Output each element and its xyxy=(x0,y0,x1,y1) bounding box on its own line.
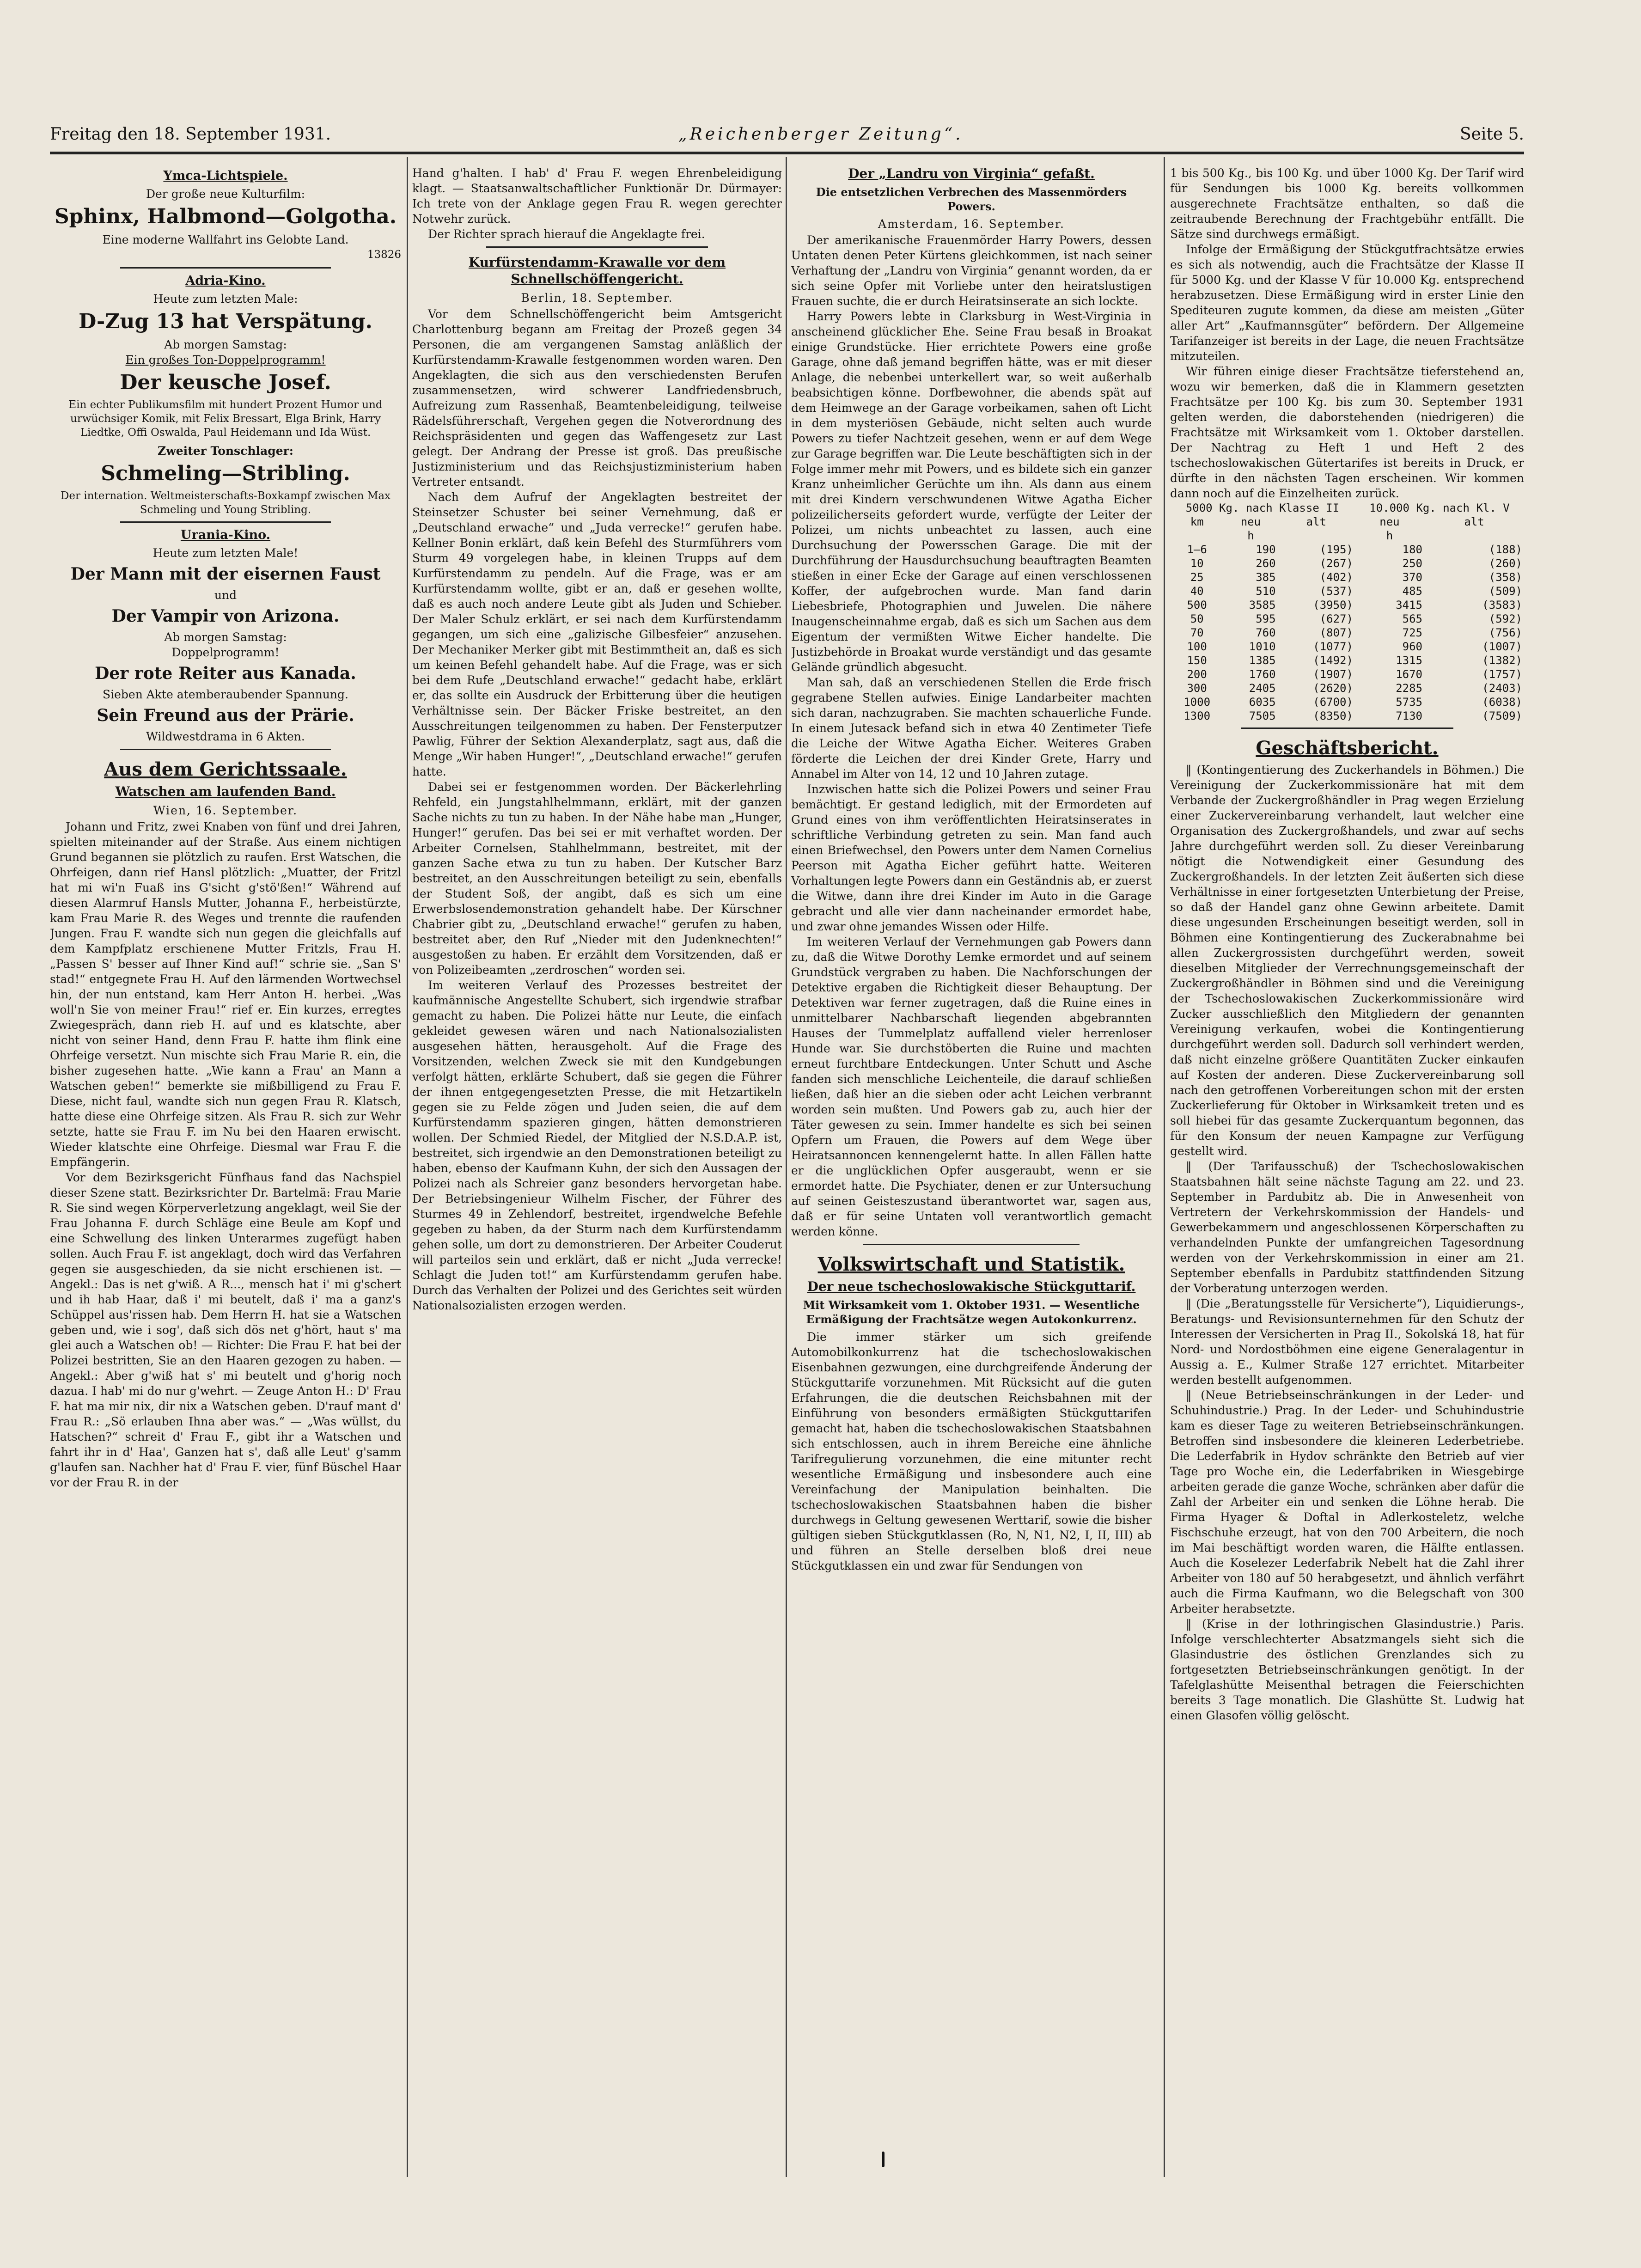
tariff-cell: 595 xyxy=(1256,612,1276,625)
tariff-cell: (2620) xyxy=(1313,682,1353,695)
tariff-cell: 500 xyxy=(1187,599,1207,611)
film-title: Der Mann mit der eisernen Faust xyxy=(70,564,381,584)
article-paragraph: Hand g'halten. I hab' d' Frau F. wegen Ehrenbeleidigung klagt. — Staatsanwaltschaftlicher Funktionär Dr. Dürmayer: Ich trete von der Anklage gegen Frau R. wegen gerechter Notwehr zurück. xyxy=(412,166,782,226)
tariff-row xyxy=(1170,667,1524,681)
tariff-cell: (756) xyxy=(1488,626,1522,639)
tariff-cell: (8350) xyxy=(1313,709,1353,722)
cinema-title: Urania-Kino. xyxy=(180,528,271,542)
tariff-header-cell: km xyxy=(1190,515,1204,528)
tariff-cell: 370 xyxy=(1402,571,1422,584)
tariff-cell: 960 xyxy=(1402,640,1422,653)
tariff-cell: 485 xyxy=(1402,585,1422,598)
tariff-cell: 300 xyxy=(1187,682,1207,695)
tariff-cell: 725 xyxy=(1402,626,1422,639)
tariff-cell: 760 xyxy=(1256,626,1276,639)
tariff-cell: 385 xyxy=(1256,571,1276,584)
cinema-line: und xyxy=(214,588,237,602)
tariff-row xyxy=(1170,695,1524,709)
tariff-cell: (402) xyxy=(1319,571,1353,584)
film-description: Der internation. Weltmeisterschafts-Boxkampf zwischen Max Schmeling und Young Stribling. xyxy=(60,490,391,516)
article-dateline: Wien, 16. September. xyxy=(153,804,298,817)
tariff-row xyxy=(1170,556,1524,570)
article-subheadline: Die entsetzlichen Verbrechen des Massenmörders Powers. xyxy=(816,185,1127,213)
article-paragraph: ‖ (Die „Beratungsstelle für Versicherte“), Liquidierungs-, Beratungs- und Revisionsunternehmen für den Schutz der Interessen der Versicherten in Prag II., Sokolská 18, hat für Nord- und Nordostböhmen eine eigene Generalagentur in Aussig a. E., Kulmer Straße 127 errichtet. Mitarbeiter werden bestellt aufgenommen. xyxy=(1170,1297,1524,1387)
column-divider xyxy=(407,157,408,2177)
tariff-cell: (1007) xyxy=(1482,640,1522,653)
page-header xyxy=(50,119,1524,154)
tariff-cell: (267) xyxy=(1319,557,1353,570)
tariff-cell: 180 xyxy=(1402,543,1422,556)
article-headline: Watschen am laufenden Band. xyxy=(115,784,336,799)
tariff-cell: (2403) xyxy=(1482,682,1522,695)
film-title: Der Vampir von Arizona. xyxy=(111,606,340,626)
tariff-cell: (592) xyxy=(1488,612,1522,625)
tariff-cell: 565 xyxy=(1402,612,1422,625)
tariff-cell: 1—6 xyxy=(1187,543,1207,556)
article-paragraph: Nach dem Aufruf der Angeklagten bestreitet der Steinsetzer Schuster bei seiner Vernehmung, daß er „Deutschland erwache“ und „Juda verrecke!“ gerufen habe. Kellner Bonin erklärt, daß kein Befehl des Sturmführers vom Sturm 49 vorgelegen habe, in kleinen Trupps auf dem Kurfürstendamm zu pendeln. Auf die Frage, was er am Kurfürstendamm wollte, gibt er an, daß er gesehen wollte, daß es auch noch andere Leute gibt als Juden und Schieber. Der Maler Schulz erklärt, er sei nach dem Kurfürstendamm gegangen, um sich eine „galizische Gilbesfeier“ anzusehen. Der Mechaniker Merker gibt mit Bestimmtheit an, daß es sich um keinen Befehl gehandelt habe. Auf die Frage, was er sich bei dem Rufe „Deutschland erwache!“ gedacht habe, erklärt er, das sollte ein Ausdruck der Erbitterung über die heutigen Verhältnisse sein. Der Bäcker Friske bestreitet, an den Ausschreitungen teilgenommen zu haben. Der Fensterputzer Pawlig, Führer der Sektion Alexanderplatz, sagt aus, daß die Menge „Wir haben Hunger!“, „Deutschland erwache!“ gerufen hatte. xyxy=(412,490,782,778)
film-title: Der rote Reiter aus Kanada. xyxy=(95,664,356,683)
cinema-line: Ab morgen Samstag: xyxy=(164,338,287,351)
tariff-header-cell: 10.000 Kg. nach Kl. V xyxy=(1369,501,1510,514)
film-description: Sieben Akte atemberaubender Spannung. xyxy=(103,688,348,701)
tariff-cell: (509) xyxy=(1488,585,1522,598)
tariff-cell: 7130 xyxy=(1396,709,1422,722)
tariff-header-cell xyxy=(1278,529,1355,543)
article-paragraph: Vor dem Bezirksgericht Fünfhaus fand das Nachspiel dieser Szene statt. Bezirksrichter Dr. Bartelmä: Frau Marie R. Sie sind wegen Körperverletzung angeklagt, weil Sie der Frau Johanna F. durch Schläge eine Beule am Kopf und eine Schwellung des linken Unterarmes zugefügt haben sollen. Auch Frau F. ist angeklagt, doch wird das Verfahren gegen sie ausgeschieden, da sie nicht erschienen ist. — Angekl.: Das is net g'wiß. A R..., mensch hat i' mi g'schert und ih hab Haar, daß i' mi beutelt, daß i' ma a ganz's Schüppel aus'rissen hab. Dem Herrn H. hat sie a Watschen geben und, wie i sog', daß sich dös net g'hört, haut s' ma glei auch a Watschen ob! — Richter: Die Frau F. hat bei der Polizei bestritten, Sie an den Haaren gezogen zu haben. — Angekl.: Aber g'wiß hat s' mi beutelt und g'horig noch dazua. I hab' mi do nur g'wehrt. — Zeuge Anton H.: D' Frau F. hat ma mir nix, dir nix a Watschen geben. D'rauf mant d' Frau R.: „Sö erlauben Ihna aber was.“ — „Was wüllst, du Hatschen?“ schreit d' Frau F., gibt ihr a Watschen und fahrt ihr in d' Haa', Ganzen hat s', daß alle Leut' g'samm g'laufen san. Nachher hat d' Frau F. vier, fünf Büschel Haar vor der Frau R. in der xyxy=(50,1171,401,1489)
tariff-row xyxy=(1170,626,1524,640)
tariff-cell: (188) xyxy=(1488,543,1522,556)
tariff-header-cell: neu xyxy=(1379,515,1400,528)
cinema-line: Zweiter Tonschlager: xyxy=(157,444,294,458)
tariff-cell: 3585 xyxy=(1249,599,1276,611)
divider xyxy=(120,267,331,269)
tariff-header-row xyxy=(1170,515,1524,529)
tariff-cell: 25 xyxy=(1190,571,1204,584)
tariff-cell: (1907) xyxy=(1313,668,1353,681)
tariff-cell: (195) xyxy=(1319,543,1353,556)
tariff-cell: (6700) xyxy=(1313,696,1353,709)
tariff-cell: (627) xyxy=(1319,612,1353,625)
tariff-row xyxy=(1170,543,1524,556)
tariff-header-cell: neu xyxy=(1240,515,1261,528)
film-title: Sphinx, Halbmond—Golgotha. xyxy=(54,205,397,228)
column-1 xyxy=(50,165,401,2171)
tariff-header-cell: alt xyxy=(1306,515,1326,528)
article-paragraph: Harry Powers lebte in Clarksburg in West-Virginia in anscheinend glücklicher Ehe. Seine Frau besaß in Broakat einige Grundstücke. Hier errichtete Powers eine große Garage, ohne daß jemand begriffen hätte, was er mit dieser Anlage, die nebenbei unterkellert war, so weit außerhalb beabsichtigen könne. Dorfbewohner, die abends spät auf dem Heimwege an der Garage vorbeikamen, sahen oft Licht in dem mysteriösen Gebäude, nicht selten auch wurde Powers zu tiefer Nachtzeit gesehen, wenn er auf dem Wege zur Garage begriffen war. Die Leute beschäftigten sich in der Folge immer mehr mit Powers, und es bildete sich ein ganzer Kranz unheimlicher Gerüchte um ihn. Als dann aus einem mit drei Kindern verschwundenen Witwe Agatha Eicher polizeilicherseits gefordert wurde, verfügte der Leiter der Polizei, um nichts unbeachtet zu lassen, auch eine Durchsuchung der Powersschen Garage. Die mit der Durchführung der Hausdurchsuchung beauftragten Beamten stießen in einer Ecke der Garage auf einen verschlossenen Koffer, der aufgebrochen wurde. Man fand darin Liebesbriefe, Photographien und Juwelen. Die nähere Inaugenscheinnahme ergab, daß es sich um Sachen aus dem Eigentum der vermißten Witwe Eicher handelte. Die Justizbehörde in Broakat wurde verständigt und das gesamte Gelände gründlich abgesucht. xyxy=(791,310,1152,674)
tariff-cell: (7509) xyxy=(1482,709,1522,722)
column-3 xyxy=(791,165,1152,2171)
article-subheadline: Mit Wirksamkeit vom 1. Oktober 1931. — Wesentliche Ermäßigung der Frachtsätze wegen Autokonkurrenz. xyxy=(803,1298,1140,1326)
section-heading: Geschäftsbericht. xyxy=(1256,737,1439,759)
tariff-cell: 10 xyxy=(1190,557,1204,570)
tariff-cell: (1492) xyxy=(1313,654,1353,667)
tariff-cell: 250 xyxy=(1402,557,1422,570)
cinema-line: Ein großes Ton-Doppelprogramm! xyxy=(125,353,326,367)
tariff-cell: 1300 xyxy=(1183,709,1211,722)
article-headline: Kurfürstendamm-Krawalle vor dem Schnellschöffengericht. xyxy=(468,255,726,287)
cinema-title: Adria-Kino. xyxy=(185,274,266,288)
article-paragraph: Infolge der Ermäßigung der Stückgutfrachtsätze erwies es sich als notwendig, auch die Frachtsätze der Klasse II für 5000 Kg. und der Klasse V für 10.000 Kg. entsprechend herabzusetzen. Diese Ermäßigung wird in erster Linie den Spediteuren zugute kommen, da diese am meisten „Güter aller Art“ „Kaufmannsgüter“ befördern. Der Allgemeine Tarifanzeiger ist bereits in der Lage, die neuen Frachtsätze mitzuteilen. xyxy=(1170,243,1524,363)
film-title: Sein Freund aus der Prärie. xyxy=(97,706,354,725)
tariff-header-cell: alt xyxy=(1464,515,1484,528)
article-headline: Der neue tschechoslowakische Stückguttarif. xyxy=(807,1279,1136,1294)
tariff-cell: 70 xyxy=(1190,626,1204,639)
tariff-row xyxy=(1170,612,1524,626)
article-paragraph: ‖ (Kontingentierung des Zuckerhandels in Böhmen.) Die Vereinigung der Zuckerkommissionäre hat mit dem Verbande der Zuckergroßhändler in Prag wegen Erzielung einer Zuckervereinbarung verhandelt, laut welcher eine Organisation des Zuckergroßhandels, und zwar auf sechs Jahre durchgeführt werden soll. Zu dieser Vereinbarung nötigt die Notwendigkeit einer Gesundung des Zuckergroßhandels. In der letzten Zeit äußerten sich diese Verhältnisse in einer fortgesetzten Unterbietung der Preise, so daß der Handel ganz ohne Gewinn arbeitete. Damit diese ungesunden Erscheinungen beseitigt werden, soll in Böhmen eine Kontingentierung des Zuckerabnahme bei allen Zuckergrossisten durchgeführt werden, soweit dieselben Mitglieder der Verrechnungsgemeinschaft der Zuckergroßhändler in Böhmen sind und die Vereinigung der Tschechoslowakischen Zuckerkommissionäre wird Zucker ausschließlich den Mitgliedern der genannten Vereinigung verkaufen, wobei die Kontingentierung durchgeführt werden soll. Dadurch soll verhindert werden, daß nicht einzelne größere Quantitäten Zucker einkaufen auf Kosten der anderen. Diese Zuckervereinbarung soll nach den getroffenen Vorbereitungen schon mit der ersten Zuckerlieferung für Oktober in Wirksamkeit treten und es soll hiebei für das gesamte Zuckerquantum begonnen, das für den Konsum der neuen Kampagne zur Verfügung gestellt wird. xyxy=(1170,763,1524,1158)
article-paragraph: 1 bis 500 Kg., bis 100 Kg. und über 1000 Kg. Der Tarif wird für Sendungen bis 1000 Kg. bereits vollkommen ausgerechnete Frachtsätze enthalten, so daß die zeitraubende Berechnung der Frachtgebühr entfällt. Die Sätze sind durchwegs ermäßigt. xyxy=(1170,166,1524,241)
article-headline: Der „Landru von Virginia“ gefaßt. xyxy=(848,166,1095,181)
film-description: Ein echter Publikumsfilm mit hundert Prozent Humor und urwüchsiger Komik, mit Felix Bressart, Elga Brink, Harry Liedtke, Offi Oswalda, Paul Heidemann und Ida Wüst. xyxy=(68,399,383,439)
cinema-line: Ab morgen Samstag: xyxy=(164,630,287,644)
tariff-cell: 1760 xyxy=(1249,668,1276,681)
article-paragraph: Die immer stärker um sich greifende Automobilkonkurrenz hat die tschechoslowakischen Eisenbahnen gezwungen, eine durchgreifende Änderung der Stückguttarife vorzunehmen. Mit Rücksicht auf die guten Erfahrungen, die die deutschen Reichsbahnen mit der Einführung von besonders ermäßigten Stückguttarifen gemacht hat, haben die tschechoslowakischen Staatsbahnen sich entschlossen, auch in ihrem Bereiche eine ähnliche Tarifregulierung vorzunehmen, die eine mitunter recht wesentliche Ermäßigung und insbesondere auch eine Vereinfachung der Manipulation beinhalten. Die tschechoslowakischen Staatsbahnen haben die bisher durchwegs in Geltung gewesenen Werttarif, sowie die bisher gültigen sieben Stückgutklassen (Ro, N, N1, N2, I, II, III) ab und führen an Stelle derselben bloß drei neue Stückgutklassen ein und zwar für Sendungen von xyxy=(791,1330,1152,1572)
article-paragraph: Im weiteren Verlauf der Vernehmungen gab Powers dann zu, daß die Witwe Dorothy Lemke ermordet und auf seinem Grundstück vergraben zu haben. Die Nachforschungen der Detektive ergaben die Richtigkeit dieser Behauptung. Der Detektiven war ferner zugetragen, daß die Ruine eines in unmittelbarer Nachbarschaft liegenden abgebrannten Hauses der Tummelplatz auffallend vieler herrenloser Hunde war. Sie durchstöberten die Ruine und machten erneut furchtbare Entdeckungen. Unter Schutt und Asche fanden sich menschliche Leichenteile, die darauf schließen ließen, daß hier an die sieben oder acht Leichen verbrannt worden sein mußten. Und Powers gab zu, auch hier der Täter gewesen zu sein. Immer handelte es sich bei seinen Opfern um Frauen, die Powers auf dem Wege über Heiratsannoncen kennengelernt hatte. In allen Fällen hatte er die unglücklichen Opfer ausgeraubt, wenn er sie ermordet hatte. Die Psychiater, denen er zur Untersuchung auf seinen Geisteszustand überantwortet war, sagen aus, daß er für seine Untaten voll verantwortlich gemacht werden könne. xyxy=(791,935,1152,1238)
cinema-line: Doppelprogramm! xyxy=(171,646,280,659)
tariff-cell: 1010 xyxy=(1249,640,1276,653)
tariff-header-cell: h xyxy=(1386,529,1393,542)
article-paragraph: Wir führen einige dieser Frachtsätze tieferstehend an, wozu wir bemerken, daß die in Klammern gesetzten Frachtsätze per 100 Kg. bis zum 30. September 1931 gelten werden, die daborstehenden (niedrigeren) die Frachtsätze mit Wirksamkeit vom 1. Oktober darstellen. Der Nachtrag zu Heft 1 und Heft 2 des tschechoslowakischen Gütertarifes ist bereits in Druck, er dürfte in den nächsten Tagen erscheinen. Wir kommen dann noch auf die Einzelheiten zurück. xyxy=(1170,365,1524,500)
tariff-cell: 200 xyxy=(1187,668,1207,681)
tariff-cell: 6035 xyxy=(1249,696,1276,709)
column-4 xyxy=(1170,165,1524,2171)
cinema-line: Heute zum letzten Male: xyxy=(153,292,298,306)
tariff-cell: (1382) xyxy=(1482,654,1522,667)
tariff-cell: 2405 xyxy=(1249,682,1276,695)
tariff-cell: 1315 xyxy=(1396,654,1422,667)
tariff-cell: 50 xyxy=(1190,612,1204,625)
article-dateline: Amsterdam, 16. September. xyxy=(878,217,1065,231)
tariff-header-cell xyxy=(1170,529,1224,543)
cinema-line: Heute zum letzten Male! xyxy=(153,546,299,560)
tariff-cell: (260) xyxy=(1488,557,1522,570)
tariff-cell: 150 xyxy=(1187,654,1207,667)
tariff-cell: 3415 xyxy=(1396,599,1422,611)
tariff-cell: 1000 xyxy=(1183,696,1211,709)
divider xyxy=(1241,727,1453,729)
tariff-cell: 260 xyxy=(1256,557,1276,570)
section-heading: Aus dem Gerichtssaale. xyxy=(104,758,347,780)
article-dateline: Berlin, 18. September. xyxy=(521,291,673,305)
article-paragraph: ‖ (Krise in der lothringischen Glasindustrie.) Paris. Infolge verschlechterter Absatzmangels sieht sich die Glasindustrie des östlichen Grenzlandes sich zu fortgesetzten Betriebseinschränkungen genötigt. In der Tafelglashütte Meisenthal betragen die Feierschichten bereits 3 Tage monatlich. Die Glashütte St. Ludwig hat einen Glasofen völlig gelöscht. xyxy=(1170,1617,1524,1722)
tariff-cell: 510 xyxy=(1256,585,1276,598)
tariff-table xyxy=(1170,501,1524,723)
divider xyxy=(120,749,331,750)
section-heading: Volkswirtschaft und Statistik. xyxy=(817,1253,1125,1275)
article-paragraph: Vor dem Schnellschöffengericht beim Amtsgericht Charlottenburg begann am Freitag der Prozeß gegen 34 Personen, die am vergangenen Samstag anläßlich der Kurfürstendamm-Krawalle festgenommen worden waren. Den Angeklagten, die sich aus den verschiedensten Berufen zusammensetzen, wird schwerer Landfriedensbruch, Aufreizung zum Rassenhaß, Beamtenbeleidigung, teilweise Rädelsführerschaft, Vergehen gegen die Notverordnung des Reichspräsidenten und gegen das Waffengesetz zur Last gelegt. Der Andrang der Presse ist groß. Das preußische Justizministerium und das Reichsjustizministerium haben Vertreter entsandt. xyxy=(412,307,782,489)
tariff-row xyxy=(1170,584,1524,598)
tariff-row xyxy=(1170,570,1524,584)
divider xyxy=(486,246,708,248)
article-paragraph: Der amerikanische Frauenmörder Harry Powers, dessen Untaten denen Peter Kürtens gleichkommen, ist nach seiner Verhaftung der „Landru von Virginia“ genannt worden, da er sich seine Opfer mit Vorliebe unter den heiratslustigen Frauen suchte, die er durch Heiratsinserate an sich lockte. xyxy=(791,233,1152,308)
tariff-cell: 2285 xyxy=(1396,682,1422,695)
film-title: Schmeling—Stribling. xyxy=(101,462,350,485)
tariff-cell: 190 xyxy=(1256,543,1276,556)
tariff-cell: 7505 xyxy=(1249,709,1276,722)
tariff-row xyxy=(1170,709,1524,723)
article-paragraph: Inzwischen hatte sich die Polizei Powers und seiner Frau bemächtigt. Er gestand lediglich, mit der Ermordeten auf Grund eines von ihm veröffentlichten Heiratsinserates in schriftliche Verbindung getreten zu sein. Man fand auch einen Briefwechsel, den Powers unter dem Namen Cornelius Peerson mit Agatha Eicher geführt hatte. Weiteren Vorhaltungen legte Powers dann ein Geständnis ab, er zuerst die Witwe, dann ihre drei Kinder im Auto in die Garage gebracht und alle vier dann nacheinander ermordet habe, und zwar ohne jemandes Wissen oder Hilfe. xyxy=(791,782,1152,933)
divider xyxy=(120,521,331,523)
tariff-row xyxy=(1170,654,1524,667)
film-title: Der keusche Josef. xyxy=(120,371,331,394)
column-divider xyxy=(1164,157,1165,2177)
print-mark xyxy=(882,2152,885,2167)
article-paragraph: Im weiteren Verlauf des Prozesses bestreitet der kaufmännische Angestellte Schubert, sich irgendwie strafbar gemacht zu haben. Die Polizei hätte nur Leute, die einfach gekleidet gewesen wären und nach Nationalsozialisten ausgesehen hätten, herausgeholt. Auf die Frage des Vorsitzenden, welchen Zweck sie mit den Kundgebungen verfolgt hätten, erklärte Schubert, daß sie gegen die Führer der ihnen entgegengesetzten Presse, die mit Hetzartikeln gegen sie zu Felde zögen und Juden seien, die auf dem Kurfürstendamm spazieren gingen, hätten demonstrieren wollen. Der Schmied Riedel, der Mitglied der N.S.D.A.P. ist, bestreitet, sich irgendwie an den Demonstrationen beteiligt zu haben, ebenso der Kaufmann Kuhn, der sich den Aussagen der Polizei nach als Schreier ganz besonders hervorgetan habe. Der Betriebsingenieur Wilhelm Fischer, der Führer des Sturmes 49 in Zehlendorf, bestreitet, irgendwelche Befehle gegeben zu haben, da der Sturm nach dem Kurfürstendamm gehen solle, um dort zu demonstrieren. Der Arbeiter Couderut will parteilos sein und erklärt, daß er nicht „Juda verrecke! Schlagt die Juden tot!“ am Kurfürstendamm gerufen habe. Durch das Verhalten der Polizei und des Gerichtes seit würden Nationalsozialisten erzogen werden. xyxy=(412,978,782,1312)
article-paragraph: Dabei sei er festgenommen worden. Der Bäckerlehrling Rehfeld, ein Jungstahlhelmmann, erklärt, mit der ganzen Sache nichts zu tun zu haben. In der Nähe habe man „Hunger, Hunger!“ gerufen. Das bei sei er mit verhaftet worden. Der Arbeiter Cornelsen, Stahlhelmmann, bestreitet, mit der ganzen Sache etwa zu tun zu haben. Der Kutscher Barz bestreitet, an den Ausschreitungen beteiligt zu sein, ebenfalls der Student Soß, der angibt, daß es sich um eine Erwerbslosendemonstration gehandelt habe. Der Kürschner Chabrier gibt zu, „Deutschland erwache!“ gerufen zu haben, bestreitet aber, den Ruf „Nieder mit den Judenknechten!“ ausgestoßen zu haben. Er erzählt dem Vorsitzenden, daß er von Polizeibeamten „zerdroschen“ worden sei. xyxy=(412,780,782,977)
article-paragraph: Der Richter sprach hierauf die Angeklagte frei. xyxy=(428,227,705,241)
column-2 xyxy=(412,165,782,2171)
tariff-cell: (1757) xyxy=(1482,668,1522,681)
article-paragraph: ‖ (Der Tarifausschuß) der Tschechoslowakischen Staatsbahnen hält seine nächste Tagung am 22. und 23. September in Pardubitz ab. Die in Anwesenheit von Vertretern der Verkehrskommission der Handels- und Gewerbekammern und angeschlossenen Körperschaften zu verhandelnden Punkte der umfangreichen Tagesordnung werden von der Verkehrskommission in einer am 21. September ebenfalls in Pardubitz stattfindenden Sitzung der Vorberatung unterzogen werden. xyxy=(1170,1160,1524,1295)
article-paragraph: ‖ (Neue Betriebseinschränkungen in der Leder- und Schuhindustrie.) Prag. In der Leder- und Schuhindustrie kam es dieser Tage zu weiteren Betriebseinschränkungen. Betroffen sind insbesondere die kleineren Lederbetriebe. Die Lederfabrik in Hydov schränkte den Betrieb auf vier Tage pro Woche ein, die Lederfabriken in Wiesgebirge arbeiten gerade die ganze Woche, schränken aber dafür die Zahl der Arbeiter ein und senken die Löhne herab. Die Firma Hyager & Doftal in Adlerkosteletz, welche Fischschuhe erzeugt, hat von den 700 Arbeitern, die noch im Mai beschäftigt worden waren, die Hälfte entlassen. Auch die Koselezer Lederfabrik Nebelt hat die Zahl ihrer Arbeiter von 180 auf 50 herabgesetzt, und ähnlich verfährt auch die Firma Kaufmann, wo die Belegschaft von 300 Arbeiter herabsetzte. xyxy=(1170,1388,1524,1615)
tariff-header-cell: 5000 Kg. nach Klasse II xyxy=(1185,501,1340,514)
tariff-cell: (1077) xyxy=(1313,640,1353,653)
article-paragraph: Johann und Fritz, zwei Knaben von fünf und drei Jahren, spielten miteinander auf der Straße. Aus einem nichtigen Grund begannen sie plötzlich zu raufen. Erst Watschen, die Ohrfeigen, dann rief Hansl plötzlich: „Muatter, der Fritzl hat mi wi'n Fuaß ins G'sicht g'stö'ßen!“ Während auf diesen Alarmruf Hansls Mutter, Johanna F., herbeistürzte, kam Frau Marie R. des Weges und trennte die raufenden Jungen. Frau F. wandte sich nun gegen die gleichfalls auf dem Kampfplatz erschienene Mutter Fritzls, Frau H. „Passen S' besser auf Ihner Kind auf!“ schrie sie. „San S' stad!“ entgegnete Frau H. Auf den lärmenden Wortwechsel hin, der nun entstand, kam Herr Anton H. herbei. „Was woll'n Sie von meiner Frau!“ rief er. Ein kurzes, erregtes Zwiegespräch, dann rieb H. auf und es klatschte, aber nicht von seiner Hand, denn Frau F. hatte ihm flink eine Ohrfeige versetzt. Nun mischte sich Frau Marie R. ein, die bisher zugesehen hatte. „Wie kann a Frau' an Mann a Watschen geben!“ bemerkte sie mißbilligend zu Frau F. Diese, nicht faul, wandte sich nun gegen Frau R. Klatsch, hatte diese eine Ohrfeige sitzen. Als Frau R. sich zur Wehr setzte, hatte sie Frau F. im Nu bei den Haaren erwischt. Wieder klatschte eine Ohrfeige. Diesmal war Frau F. die Empfängerin. xyxy=(50,820,401,1169)
cinema-title: Ymca-Lichtspiele. xyxy=(163,169,288,183)
issue-date: Freitag den 18. September 1931. xyxy=(50,125,331,144)
film-title: D-Zug 13 hat Verspätung. xyxy=(79,310,372,333)
divider xyxy=(863,1244,1080,1245)
tariff-cell: (3583) xyxy=(1482,599,1522,611)
tariff-cell: 5735 xyxy=(1396,696,1422,709)
film-description: Wildwestdrama in 6 Akten. xyxy=(146,730,305,743)
page-number: Seite 5. xyxy=(1459,125,1524,144)
tariff-header-cell xyxy=(1424,529,1524,543)
tariff-cell: 1385 xyxy=(1249,654,1276,667)
ad-code: 13826 xyxy=(367,249,401,261)
tariff-cell: (807) xyxy=(1319,626,1353,639)
article-paragraph: Man sah, daß an verschiedenen Stellen die Erde frisch gegrabene Stellen aufwies. Einige Landarbeiter machten sich daran, nachzugraben. Sie machten schauerliche Funde. In einem Jutesack befand sich in etwa 40 Zentimeter Tiefe die Leiche der Witwe Agatha Eicher. Weiteres Graben förderte die Leichen der drei Kinder Grete, Harry und Annabel im Alter von 14, 12 und 10 Jahren zutage. xyxy=(791,676,1152,781)
tariff-header-cell: h xyxy=(1247,529,1254,542)
cinema-line: Der große neue Kulturfilm: xyxy=(146,187,305,201)
tariff-cell: (6038) xyxy=(1482,696,1522,709)
tariff-cell: 100 xyxy=(1187,640,1207,653)
tariff-cell: (537) xyxy=(1319,585,1353,598)
tariff-row xyxy=(1170,681,1524,695)
tariff-cell: 40 xyxy=(1190,585,1204,598)
tariff-row xyxy=(1170,640,1524,654)
cinema-line: Eine moderne Wallfahrt ins Gelobte Land. xyxy=(102,233,349,246)
tariff-row xyxy=(1170,598,1524,612)
tariff-header-row xyxy=(1170,501,1524,515)
tariff-cell: 1670 xyxy=(1396,668,1422,681)
tariff-cell: (358) xyxy=(1488,571,1522,584)
tariff-header-row xyxy=(1170,529,1524,543)
tariff-cell: (3950) xyxy=(1313,599,1353,611)
column-divider xyxy=(786,157,787,2177)
newspaper-name: „Reichenberger Zeitung“. xyxy=(678,125,964,144)
